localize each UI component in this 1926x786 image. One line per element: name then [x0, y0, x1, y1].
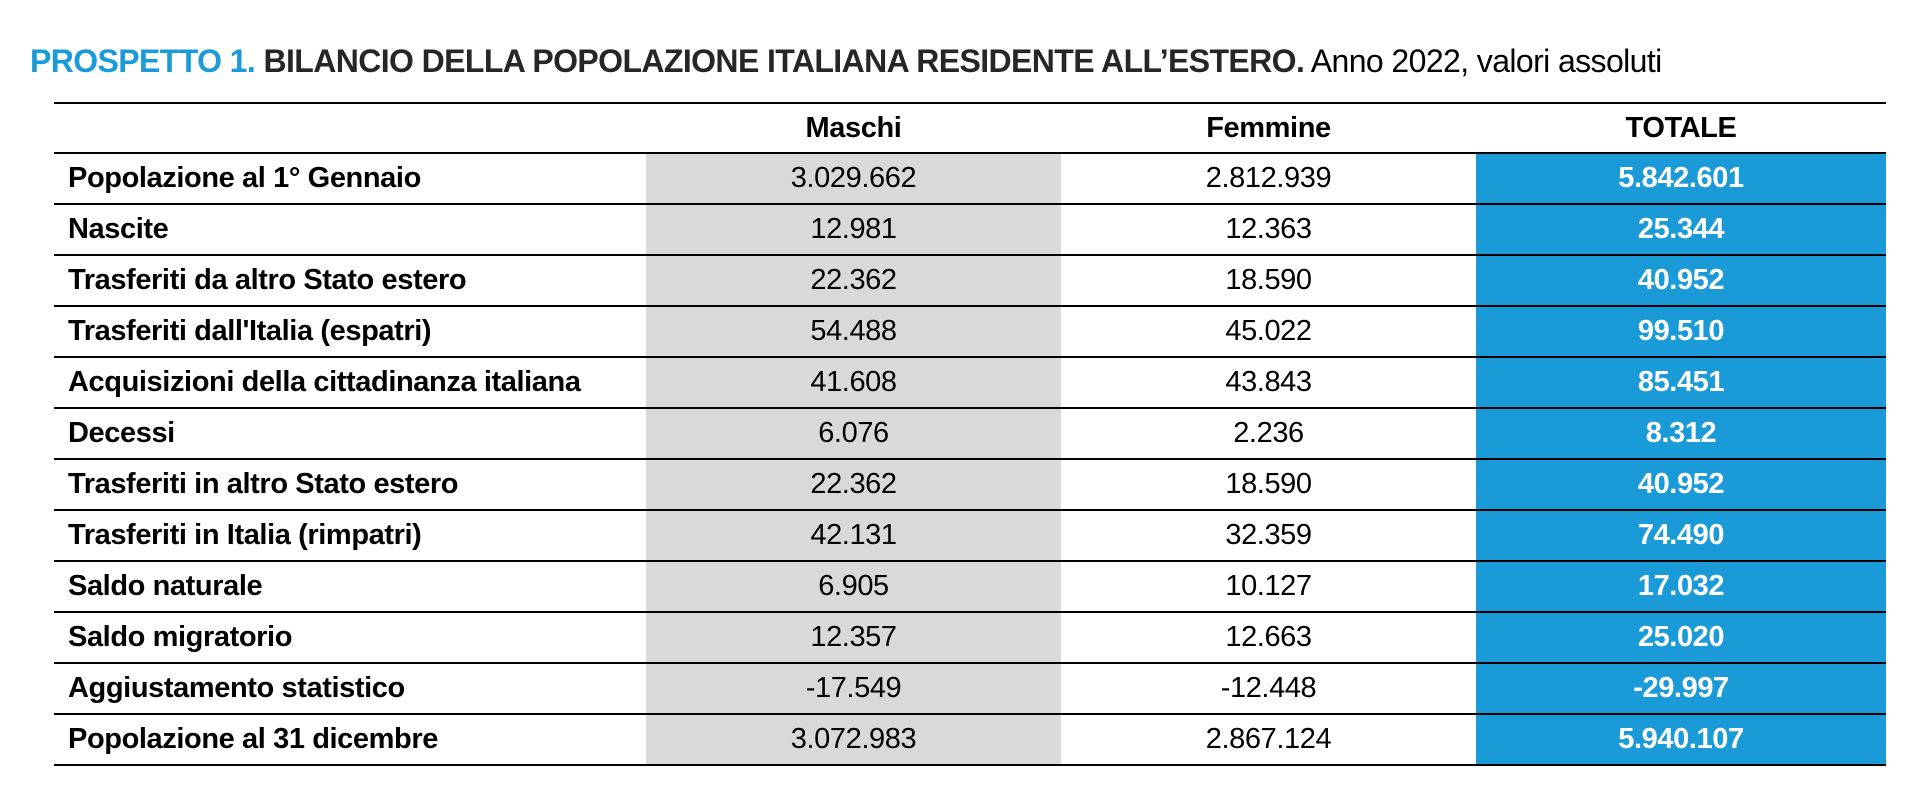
cell-totale: 40.952	[1476, 255, 1886, 306]
cell-totale: 85.451	[1476, 357, 1886, 408]
cell-femmine: 45.022	[1061, 306, 1476, 357]
table-row	[54, 459, 1886, 510]
row-label: Popolazione al 31 dicembre	[54, 714, 646, 765]
table-title	[30, 38, 1662, 84]
table-row	[54, 153, 1886, 204]
cell-maschi: 12.981	[646, 204, 1061, 255]
cell-femmine: 10.127	[1061, 561, 1476, 612]
cell-totale: 99.510	[1476, 306, 1886, 357]
title-suffix: Anno 2022, valori assoluti	[1310, 43, 1662, 79]
cell-totale: 5.940.107	[1476, 714, 1886, 765]
row-label: Saldo migratorio	[54, 612, 646, 663]
row-label: Trasferiti da altro Stato estero	[54, 255, 646, 306]
population-balance-table	[54, 102, 1886, 766]
cell-totale: 17.032	[1476, 561, 1886, 612]
table-row	[54, 612, 1886, 663]
cell-femmine: 2.236	[1061, 408, 1476, 459]
cell-totale: 74.490	[1476, 510, 1886, 561]
table-row	[54, 408, 1886, 459]
cell-maschi: 41.608	[646, 357, 1061, 408]
cell-maschi: 22.362	[646, 459, 1061, 510]
cell-totale: 25.020	[1476, 612, 1886, 663]
title-prefix: PROSPETTO 1.	[30, 43, 256, 79]
table-row	[54, 255, 1886, 306]
header-totale: TOTALE	[1476, 103, 1886, 153]
row-label: Nascite	[54, 204, 646, 255]
cell-femmine: -12.448	[1061, 663, 1476, 714]
cell-totale: -29.997	[1476, 663, 1886, 714]
cell-femmine: 18.590	[1061, 459, 1476, 510]
table-row	[54, 306, 1886, 357]
table-row	[54, 357, 1886, 408]
cell-femmine: 18.590	[1061, 255, 1476, 306]
header-maschi: Maschi	[646, 103, 1061, 153]
table-row	[54, 714, 1886, 765]
cell-maschi: 3.072.983	[646, 714, 1061, 765]
row-label: Trasferiti dall'Italia (espatri)	[54, 306, 646, 357]
cell-femmine: 2.867.124	[1061, 714, 1476, 765]
cell-maschi: 42.131	[646, 510, 1061, 561]
row-label: Saldo naturale	[54, 561, 646, 612]
cell-maschi: 3.029.662	[646, 153, 1061, 204]
row-label: Trasferiti in altro Stato estero	[54, 459, 646, 510]
cell-femmine: 32.359	[1061, 510, 1476, 561]
cell-totale: 5.842.601	[1476, 153, 1886, 204]
cell-maschi: 22.362	[646, 255, 1061, 306]
row-label: Aggiustamento statistico	[54, 663, 646, 714]
cell-femmine: 12.363	[1061, 204, 1476, 255]
row-label: Acquisizioni della cittadinanza italiana	[54, 357, 646, 408]
row-label: Popolazione al 1° Gennaio	[54, 153, 646, 204]
cell-totale: 25.344	[1476, 204, 1886, 255]
table-row	[54, 663, 1886, 714]
cell-femmine: 2.812.939	[1061, 153, 1476, 204]
header-femmine: Femmine	[1061, 103, 1476, 153]
header-label	[54, 103, 646, 153]
row-label: Decessi	[54, 408, 646, 459]
cell-maschi: -17.549	[646, 663, 1061, 714]
cell-maschi: 12.357	[646, 612, 1061, 663]
table-row	[54, 510, 1886, 561]
title-main: BILANCIO DELLA POPOLAZIONE ITALIANA RESIDENTE ALL’ESTERO.	[263, 43, 1305, 79]
row-label: Trasferiti in Italia (rimpatri)	[54, 510, 646, 561]
cell-totale: 40.952	[1476, 459, 1886, 510]
cell-femmine: 12.663	[1061, 612, 1476, 663]
table-row	[54, 204, 1886, 255]
cell-femmine: 43.843	[1061, 357, 1476, 408]
cell-maschi: 54.488	[646, 306, 1061, 357]
table-row	[54, 561, 1886, 612]
cell-maschi: 6.905	[646, 561, 1061, 612]
table-header-row	[54, 103, 1886, 153]
cell-maschi: 6.076	[646, 408, 1061, 459]
cell-totale: 8.312	[1476, 408, 1886, 459]
